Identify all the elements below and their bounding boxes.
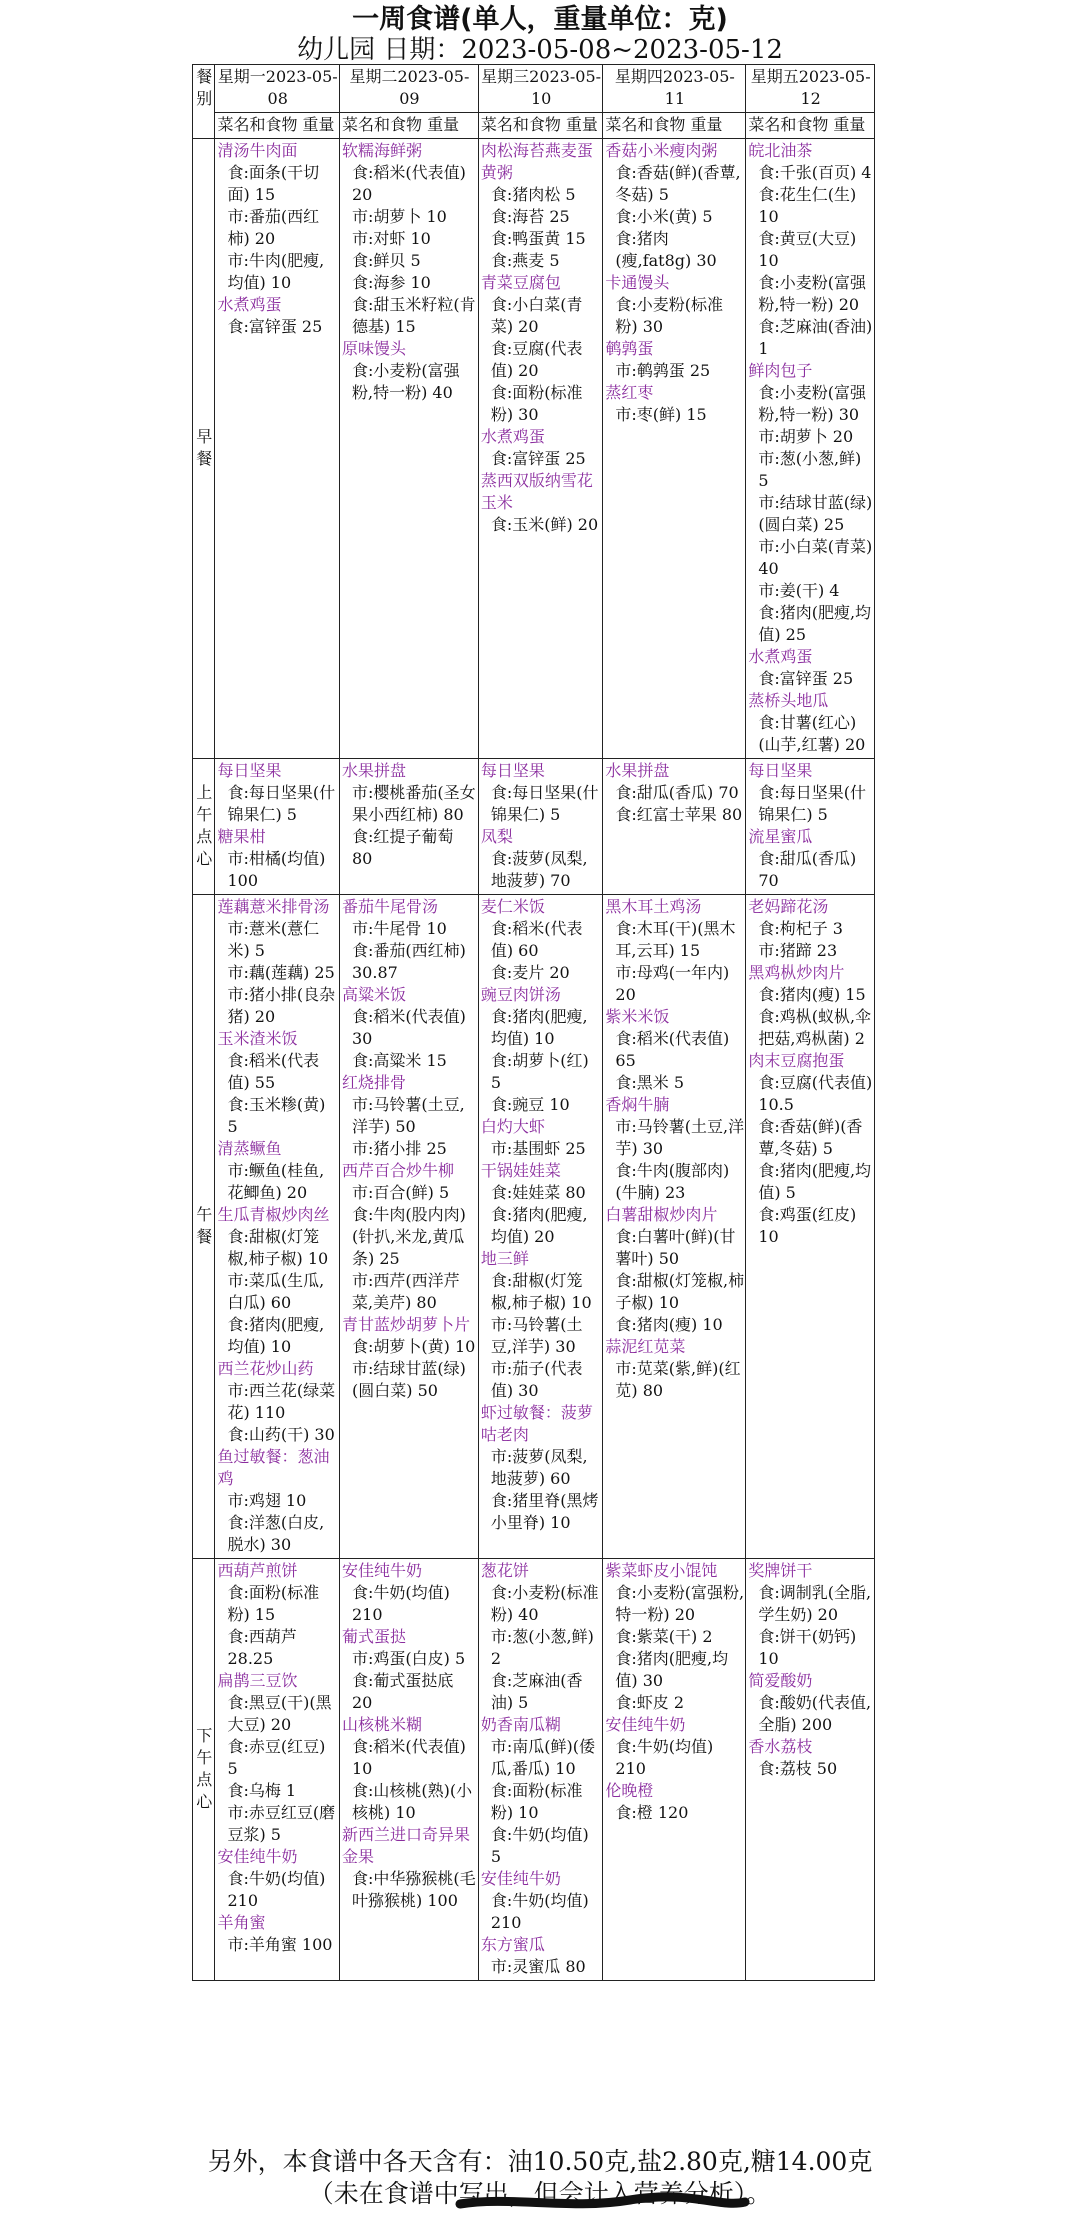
- menu-cell: [215, 139, 340, 759]
- ingredient-line: 食:牛奶(均值) 210: [227, 1869, 326, 1910]
- menu-cell: [215, 1559, 340, 1981]
- ingredient-line: 食:甜椒(灯笼椒,柿子椒) 10: [615, 1271, 745, 1312]
- ingredient-line: 市:牛尾骨 10: [352, 919, 447, 938]
- dish-name: 安佳纯牛奶: [605, 1715, 686, 1734]
- menu-cell: [603, 895, 746, 1559]
- meal-label: 午餐: [193, 895, 215, 1559]
- day-header: 星期三2023-05-10: [478, 65, 603, 113]
- ingredient-line: 市:南瓜(鲜)(倭瓜,番瓜) 10: [490, 1737, 595, 1778]
- ingredient-line: 食:鸡枞(蚁枞,伞把菇,鸡枞菌) 2: [758, 1007, 872, 1048]
- ingredient-line: 食:小麦粉(标准粉) 30: [615, 295, 724, 336]
- page-subtitle: 幼儿园 日期：2023-05-08~2023-05-12: [297, 35, 783, 65]
- day-header: 星期五2023-05-12: [746, 65, 875, 113]
- ingredient-line: 食:猪肉(肥瘦,均值) 30: [615, 1649, 729, 1690]
- dish-name: 卡通馒头: [605, 273, 670, 292]
- dish-name: 每日坚果: [480, 761, 545, 780]
- ingredient-line: 市:鳜鱼(桂鱼,花鲫鱼) 20: [227, 1161, 325, 1202]
- ingredient-line: 食:黑豆(干)(黑大豆) 20: [227, 1693, 332, 1734]
- ingredient-line: 食:娃娃菜 80: [490, 1183, 586, 1202]
- dish-name: 流星蜜瓜: [748, 827, 813, 846]
- dish-name: 老妈蹄花汤: [748, 897, 829, 916]
- dish-name: 水果拼盘: [605, 761, 670, 780]
- day-header: 星期四2023-05-11: [603, 65, 746, 113]
- ingredient-line: 食:猪肉(肥瘦,均值) 10: [490, 1007, 588, 1048]
- ingredient-line: 食:富锌蛋 25: [227, 317, 323, 336]
- ingredient-line: 市:结球甘蓝(绿)(圆白菜) 50: [352, 1359, 466, 1400]
- ingredient-line: 食:芝麻油(香油) 1: [758, 317, 873, 358]
- dish-name: 青甘蓝炒胡萝卜片: [342, 1315, 471, 1334]
- ingredient-line: 食:麦片 20: [490, 963, 570, 982]
- meal-row: [193, 1559, 875, 1981]
- ingredient-line: 市:猪小排(良杂猪) 20: [227, 985, 336, 1026]
- dish-name: 玉米渣米饭: [217, 1029, 298, 1048]
- meal-type-header: 餐别: [193, 65, 215, 139]
- menu-cell: [340, 759, 479, 895]
- dish-name: 地三鲜: [480, 1249, 529, 1268]
- ingredient-line: 食:乌梅 1: [227, 1781, 297, 1800]
- dish-name: 葡式蛋挞: [342, 1627, 407, 1646]
- dish-name: 西兰花炒山药: [217, 1359, 314, 1378]
- menu-cell: [478, 139, 603, 759]
- ingredient-line: 食:稻米(代表值) 55: [227, 1051, 320, 1092]
- ingredient-line: 食:小米(黄) 5: [615, 207, 713, 226]
- ingredient-line: 食:猪里脊(黑烤小里脊) 10: [490, 1491, 599, 1532]
- ingredient-line: 食:玉米糁(黄) 5: [227, 1095, 326, 1136]
- ingredient-line: 食:红富士苹果 80: [615, 805, 743, 824]
- column-subheader-row: [193, 113, 875, 139]
- dish-name: 豌豆肉饼汤: [480, 985, 561, 1004]
- ingredient-line: 市:薏米(薏仁米) 5: [227, 919, 320, 960]
- menu-cell: [746, 759, 875, 895]
- ingredient-line: 食:每日坚果(什锦果仁) 5: [490, 783, 599, 824]
- ingredient-line: 食:猪肉松 5: [490, 185, 576, 204]
- dish-name: 高粱米饭: [342, 985, 407, 1004]
- ingredient-line: 市:对虾 10: [352, 229, 431, 248]
- dish-name: 香焖牛腩: [605, 1095, 670, 1114]
- menu-cell: [746, 139, 875, 759]
- ingredient-line: 市:胡萝卜 20: [758, 427, 854, 446]
- dish-name: 青菜豆腐包: [480, 273, 561, 292]
- dish-name: 凤梨: [480, 827, 513, 846]
- dish-name: 肉松海苔燕麦蛋黄粥: [480, 141, 593, 182]
- ingredient-line: 市:苋菜(紫,鲜)(红苋) 80: [615, 1359, 741, 1400]
- menu-cell: [603, 759, 746, 895]
- ingredient-line: 食:甜瓜(香瓜) 70: [758, 849, 857, 890]
- ingredient-line: 食:山药(干) 30: [227, 1425, 335, 1444]
- column-subheader: 菜名和食物 重量: [215, 113, 340, 139]
- ingredient-line: 食:小麦粉(富强粉,特一粉) 40: [352, 361, 460, 402]
- ingredient-line: 食:面粉(标准粉) 15: [227, 1583, 320, 1624]
- ingredient-line: 市:马铃薯(土豆,洋芋) 50: [352, 1095, 465, 1136]
- dish-name: 东方蜜瓜: [480, 1935, 545, 1954]
- ingredient-line: 食:牛奶(均值) 210: [490, 1891, 589, 1932]
- dish-name: 水果拼盘: [342, 761, 407, 780]
- page-title: 一周食谱(单人，重量单位：克): [352, 4, 728, 35]
- ingredient-line: 食:稻米(代表值) 10: [352, 1737, 466, 1778]
- dish-name: 西芹百合炒牛柳: [342, 1161, 455, 1180]
- meal-label: 早餐: [193, 139, 215, 759]
- ingredient-line: 食:小白菜(青菜) 20: [490, 295, 583, 336]
- menu-cell: [746, 895, 875, 1559]
- dish-name: 清汤牛肉面: [217, 141, 298, 160]
- ingredient-line: 食:猪肉(瘦,fat8g) 30: [615, 229, 717, 270]
- ingredient-line: 市:西芹(西洋芹菜,美芹) 80: [352, 1271, 460, 1312]
- ingredient-line: 食:千张(百页) 4: [758, 163, 872, 182]
- ingredient-line: 食:花生仁(生) 10: [758, 185, 857, 226]
- ingredient-line: 食:胡萝卜(红) 5: [490, 1051, 589, 1092]
- ingredient-line: 食:橙 120: [615, 1803, 689, 1822]
- ingredient-line: 食:牛奶(均值) 210: [352, 1583, 450, 1624]
- ingredient-line: 食:酸奶(代表值,全脂) 200: [758, 1693, 872, 1734]
- ingredient-line: 市:猪蹄 23: [758, 941, 838, 960]
- menu-cell: [340, 139, 479, 759]
- ingredient-line: 食:甘薯(红心)(山芋,红薯) 20: [758, 713, 866, 754]
- ingredient-line: 食:甜椒(灯笼椒,柿子椒) 10: [227, 1227, 329, 1268]
- ingredient-line: 食:小麦粉(富强粉,特一粉) 30: [758, 383, 866, 424]
- dish-name: 奖牌饼干: [748, 1561, 813, 1580]
- ingredient-line: 食:猪肉(肥瘦,均值) 20: [490, 1205, 588, 1246]
- menu-cell: [215, 759, 340, 895]
- dish-name: 水煮鸡蛋: [480, 427, 545, 446]
- ingredient-line: 食:牛肉(股内肉)(针扒,米龙,黄瓜条) 25: [352, 1205, 466, 1268]
- ingredient-line: 食:牛奶(均值) 5: [490, 1825, 589, 1866]
- ingredient-line: 食:豆腐(代表值) 10.5: [758, 1073, 873, 1114]
- ingredient-line: 食:豆腐(代表值) 20: [490, 339, 583, 380]
- dish-name: 香菇小米瘦肉粥: [605, 141, 718, 160]
- dish-name: 糖果柑: [217, 827, 266, 846]
- ingredient-line: 市:基围虾 25: [490, 1139, 586, 1158]
- dish-name: 黑鸡枞炒肉片: [748, 963, 845, 982]
- column-subheader: 菜名和食物 重量: [340, 113, 479, 139]
- ingredient-line: 食:饼干(奶钙) 10: [758, 1627, 857, 1668]
- dish-name: 蒸红枣: [605, 383, 654, 402]
- ingredient-line: 市:柑橘(均值) 100: [227, 849, 326, 890]
- ingredient-line: 食:调制乳(全脂,学生奶) 20: [758, 1583, 872, 1624]
- ingredient-line: 食:面粉(标准粉) 10: [490, 1781, 583, 1822]
- ingredient-line: 食:枸杞子 3: [758, 919, 843, 938]
- ingredient-line: 市:枣(鲜) 15: [615, 405, 707, 424]
- dish-name: 蒜泥红苋菜: [605, 1337, 686, 1356]
- ingredient-line: 市:茄子(代表值) 30: [490, 1359, 583, 1400]
- dish-name: 每日坚果: [748, 761, 813, 780]
- dish-name: 鹌鹑蛋: [605, 339, 654, 358]
- dish-name: 西葫芦煎饼: [217, 1561, 298, 1580]
- dish-name: 原味馒头: [342, 339, 407, 358]
- day-header: 星期一2023-05-08: [215, 65, 340, 113]
- dish-name: 安佳纯牛奶: [217, 1847, 298, 1866]
- ingredient-line: 食:黑米 5: [615, 1073, 685, 1092]
- ingredient-line: 市:羊角蜜 100: [227, 1935, 333, 1954]
- ingredient-line: 市:鸡蛋(白皮) 5: [352, 1649, 466, 1668]
- ingredient-line: 市:牛肉(肥瘦,均值) 10: [227, 251, 325, 292]
- day-header-row: [193, 65, 875, 113]
- ingredient-line: 食:猪肉(肥瘦,均值) 5: [758, 1161, 872, 1202]
- ingredient-line: 食:胡萝卜(黄) 10: [352, 1337, 476, 1356]
- dish-name: 葱花饼: [480, 1561, 529, 1580]
- dish-name: 黑木耳土鸡汤: [605, 897, 702, 916]
- menu-cell: [603, 1559, 746, 1981]
- ingredient-line: 食:面粉(标准粉) 30: [490, 383, 583, 424]
- ingredient-line: 食:稻米(代表值) 65: [615, 1029, 730, 1070]
- menu-cell: [478, 895, 603, 1559]
- ingredient-line: 食:海参 10: [352, 273, 431, 292]
- meal-row: [193, 759, 875, 895]
- dish-name: 肉末豆腐抱蛋: [748, 1051, 845, 1070]
- dish-name: 白灼大虾: [480, 1117, 545, 1136]
- ingredient-line: 市:鸡翅 10: [227, 1491, 307, 1510]
- ingredient-line: 食:猪肉(肥瘦,均值) 10: [227, 1315, 325, 1356]
- dish-name: 山核桃米糊: [342, 1715, 423, 1734]
- ingredient-line: 食:虾皮 2: [615, 1693, 685, 1712]
- meal-label: 下午点心: [193, 1559, 215, 1981]
- ingredient-line: 食:山核桃(熟)(小核桃) 10: [352, 1781, 473, 1822]
- dish-name: 奶香南瓜糊: [480, 1715, 561, 1734]
- ingredient-line: 市:樱桃番茄(圣女果小西红柿) 80: [352, 783, 476, 824]
- ingredient-line: 市:马铃薯(土豆,洋芋) 30: [490, 1315, 583, 1356]
- dish-name: 鲜肉包子: [748, 361, 813, 380]
- menu-cell: [215, 895, 340, 1559]
- ingredient-line: 食:中华猕猴桃(毛叶猕猴桃) 100: [352, 1869, 476, 1910]
- ingredient-line: 食:番茄(西红柿) 30.87: [352, 941, 466, 982]
- ingredient-line: 食:玉米(鲜) 20: [490, 515, 599, 534]
- ingredient-line: 食:黄豆(大豆) 10: [758, 229, 857, 270]
- dish-name: 麦仁米饭: [480, 897, 545, 916]
- ingredient-line: 市:番茄(西红柿) 20: [227, 207, 320, 248]
- ingredient-line: 食:猪肉(肥瘦,均值) 25: [758, 603, 872, 644]
- column-subheader: 菜名和食物 重量: [603, 113, 746, 139]
- dish-name: 紫米米饭: [605, 1007, 670, 1026]
- ingredient-line: 市:菠萝(凤梨,地菠萝) 60: [490, 1447, 588, 1488]
- ingredient-line: 食:稻米(代表值) 30: [352, 1007, 466, 1048]
- dish-name: 番茄牛尾骨汤: [342, 897, 439, 916]
- menu-table: [192, 64, 875, 1981]
- ingredient-line: 市:灵蜜瓜 80: [490, 1957, 586, 1976]
- dish-name: 安佳纯牛奶: [480, 1869, 561, 1888]
- ingredient-line: 食:甜椒(灯笼椒,柿子椒) 10: [490, 1271, 592, 1312]
- dish-name: 蒸桥头地瓜: [748, 691, 829, 710]
- ingredient-line: 食:木耳(干)(黑木耳,云耳) 15: [615, 919, 736, 960]
- dish-name: 简爱酸奶: [748, 1671, 813, 1690]
- ingredient-line: 食:鸡蛋(红皮) 10: [758, 1205, 857, 1246]
- ingredient-line: 市:马铃薯(土豆,洋芋) 30: [615, 1117, 745, 1158]
- ingredient-line: 市:葱(小葱,鲜) 5: [758, 449, 862, 490]
- menu-cell: [340, 1559, 479, 1981]
- ingredient-line: 食:香菇(鲜)(香蕈,冬菇) 5: [615, 163, 741, 204]
- ingredient-line: 食:猪肉(瘦) 10: [615, 1315, 723, 1334]
- dish-name: 伦晚橙: [605, 1781, 654, 1800]
- dish-name: 蒸西双版纳雪花玉米: [480, 471, 593, 512]
- footer-note: 另外，本食谱中各天含有：油10.50克,盐2.80克,糖14.00克（未在食谱中写出，但会计入营养分析）。: [207, 2147, 873, 2208]
- dish-name: 新西兰进口奇异果金果: [342, 1825, 471, 1866]
- dish-name: 红烧排骨: [342, 1073, 407, 1092]
- dish-name: 白薯甜椒炒肉片: [605, 1205, 718, 1224]
- ingredient-line: 食:荔枝 50: [758, 1759, 838, 1778]
- ingredient-line: 食:甜瓜(香瓜) 70: [615, 783, 739, 802]
- ingredient-line: 食:牛肉(腹部肉)(牛腩) 23: [615, 1161, 730, 1202]
- ingredient-line: 食:鲜贝 5: [352, 251, 421, 270]
- dish-name: 安佳纯牛奶: [342, 1561, 423, 1580]
- column-subheader: 菜名和食物 重量: [478, 113, 603, 139]
- dish-name: 虾过敏餐：菠萝咕老肉: [480, 1403, 593, 1444]
- ingredient-line: 食:赤豆(红豆) 5: [227, 1737, 326, 1778]
- ingredient-line: 市:藕(莲藕) 25: [227, 963, 335, 982]
- dish-name: 干锅娃娃菜: [480, 1161, 561, 1180]
- menu-cell: [746, 1559, 875, 1981]
- ingredient-line: 食:红提子葡萄 80: [352, 827, 454, 868]
- dish-name: 紫菜虾皮小馄饨: [605, 1561, 718, 1580]
- ingredient-line: 食:燕麦 5: [490, 251, 560, 270]
- ingredient-line: 市:葱(小葱,鲜) 2: [490, 1627, 594, 1668]
- dish-name: 清蒸鳜鱼: [217, 1139, 282, 1158]
- ingredient-line: 食:香菇(鲜)(香蕈,冬菇) 5: [758, 1117, 863, 1158]
- ingredient-line: 市:小白菜(青菜) 40: [758, 537, 873, 578]
- ingredient-line: 食:富锌蛋 25: [490, 449, 586, 468]
- menu-cell: [340, 895, 479, 1559]
- dish-name: 水煮鸡蛋: [748, 647, 813, 666]
- ingredient-line: 市:赤豆红豆(磨豆浆) 5: [227, 1803, 336, 1844]
- ingredient-line: 食:每日坚果(什锦果仁) 5: [758, 783, 866, 824]
- ingredient-line: 食:每日坚果(什锦果仁) 5: [227, 783, 336, 824]
- ingredient-line: 食:稻米(代表值) 60: [490, 919, 583, 960]
- ingredient-line: 市:鹌鹑蛋 25: [615, 361, 711, 380]
- meal-row: [193, 895, 875, 1559]
- ingredient-line: 食:芝麻油(香油) 5: [490, 1671, 583, 1712]
- dish-name: 香水荔枝: [748, 1737, 813, 1756]
- ingredient-line: 市:百合(鲜) 5: [352, 1183, 450, 1202]
- ingredient-line: 市:结球甘蓝(绿)(圆白菜) 25: [758, 493, 873, 534]
- dish-name: 莲藕薏米排骨汤: [217, 897, 330, 916]
- ingredient-line: 市:菜瓜(生瓜,白瓜) 60: [227, 1271, 325, 1312]
- ingredient-line: 食:富锌蛋 25: [758, 669, 854, 688]
- ingredient-line: 市:猪小排 25: [352, 1139, 447, 1158]
- dish-name: 扁鹊三豆饮: [217, 1671, 298, 1690]
- ingredient-line: 食:西葫芦 28.25: [227, 1627, 297, 1668]
- meal-row: [193, 139, 875, 759]
- ingredient-line: 食:小麦粉(富强粉,特一粉) 20: [758, 273, 866, 314]
- dish-name: 软糯海鲜粥: [342, 141, 423, 160]
- ingredient-line: 食:菠萝(凤梨,地菠萝) 70: [490, 849, 588, 890]
- menu-cell: [478, 1559, 603, 1981]
- column-subheader: 菜名和食物 重量: [746, 113, 875, 139]
- ingredient-line: 市:西兰花(绿菜花) 110: [227, 1381, 336, 1422]
- ingredient-line: 食:海苔 25: [490, 207, 570, 226]
- dish-name: 每日坚果: [217, 761, 282, 780]
- ingredient-line: 食:洋葱(白皮,脱水) 30: [227, 1513, 325, 1554]
- ingredient-line: 食:豌豆 10: [490, 1095, 570, 1114]
- ingredient-line: 市:母鸡(一年内) 20: [615, 963, 730, 1004]
- ingredient-line: 食:小麦粉(标准粉) 40: [490, 1583, 599, 1624]
- ingredient-line: 食:葡式蛋挞底 20: [352, 1671, 454, 1712]
- dish-name: 皖北油茶: [748, 141, 813, 160]
- ingredient-line: 食:稻米(代表值) 20: [352, 163, 466, 204]
- dish-name: 生瓜青椒炒肉丝: [217, 1205, 330, 1224]
- ingredient-line: 市:胡萝卜 10: [352, 207, 447, 226]
- ingredient-line: 食:鸭蛋黄 15: [490, 229, 586, 248]
- menu-cell: [478, 759, 603, 895]
- redaction-scribble: [450, 2190, 750, 2220]
- ingredient-line: 食:高粱米 15: [352, 1051, 447, 1070]
- ingredient-line: 食:小麦粉(富强粉,特一粉) 20: [615, 1583, 745, 1624]
- ingredient-line: 市:姜(干) 4: [758, 581, 840, 600]
- meal-label: 上午点心: [193, 759, 215, 895]
- ingredient-line: 食:白薯叶(鲜)(甘薯叶) 50: [615, 1227, 736, 1268]
- day-header: 星期二2023-05-09: [340, 65, 479, 113]
- dish-name: 鱼过敏餐：葱油鸡: [217, 1447, 330, 1488]
- dish-name: 羊角蜜: [217, 1913, 266, 1932]
- ingredient-line: 食:面条(干切面) 15: [227, 163, 320, 204]
- menu-cell: [603, 139, 746, 759]
- ingredient-line: 食:牛奶(均值) 210: [615, 1737, 714, 1778]
- ingredient-line: 食:紫菜(干) 2: [615, 1627, 713, 1646]
- ingredient-line: 食:甜玉米籽粒(肯德基) 15: [352, 295, 476, 336]
- dish-name: 水煮鸡蛋: [217, 295, 282, 314]
- ingredient-line: 食:猪肉(瘦) 15: [758, 985, 866, 1004]
